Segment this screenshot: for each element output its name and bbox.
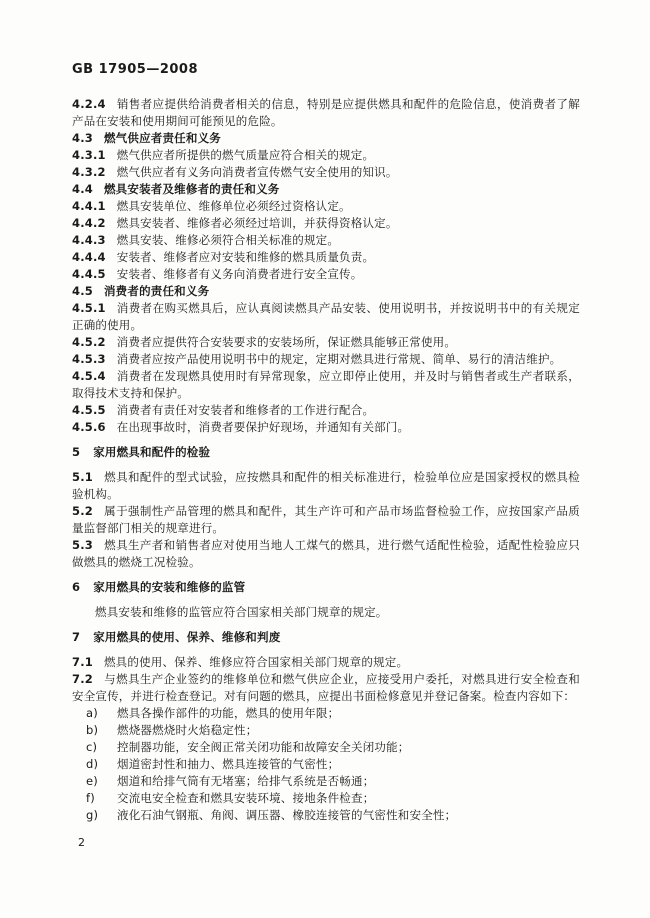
clause-text: 消费者的责任和义务 — [103, 284, 210, 298]
clause-text: 燃具安装和维修的监管应符合国家相关部门规章的规定。 — [95, 605, 388, 619]
clause-number: 7 — [72, 630, 81, 644]
clause-number: 4.3 — [72, 131, 93, 145]
clause-paragraph — [72, 368, 580, 402]
clause-text: 燃具安装单位、维修单位必须经过资格认定。 — [116, 199, 351, 213]
clause-heading — [72, 283, 580, 300]
list-item-text: 燃烧器燃烧时火焰稳定性； — [117, 723, 258, 737]
clause-text: 燃气供应者责任和义务 — [103, 131, 221, 145]
list-item-label: d) — [86, 757, 99, 771]
list-item-text: 交流电安全检查和燃具安装环境、接地条件检查； — [117, 791, 375, 805]
clause-number: 7.2 — [72, 672, 93, 686]
list-item-text: 烟道和给排气筒有无堵塞；给排气系统是否畅通； — [117, 774, 375, 788]
clause-number: 5 — [72, 445, 81, 459]
clause-text: 销售者应提供给消费者相关的信息，特别是应提供燃具和配件的危险信息，使消费者了解产品在安装和使用期间可能预见的危险。 — [72, 97, 580, 128]
clause-number: 4.5.2 — [72, 335, 106, 349]
list-item — [86, 807, 580, 824]
clause-number: 4.4.5 — [72, 267, 106, 281]
list-item — [86, 756, 580, 773]
clause-paragraph — [72, 232, 580, 249]
standard-number: GB 17905—2008 — [72, 62, 199, 77]
clause-number: 6 — [72, 580, 81, 594]
list-item-text: 液化石油气钢瓶、角阀、调压器、橡胶连接管的气密性和安全性； — [117, 808, 457, 822]
clause-paragraph — [72, 537, 580, 571]
body-paragraph — [72, 604, 580, 621]
list-item-label: c) — [86, 740, 98, 754]
clause-text: 燃气供应者有义务向消费者宣传燃气安全使用的知识。 — [116, 165, 398, 179]
list-item-text: 燃具各操作部件的功能，燃具的使用年限； — [117, 706, 340, 720]
clause-text: 消费者应提供符合安装要求的安装场所，保证燃具能够正常使用。 — [116, 335, 457, 349]
clause-number: 4.4.1 — [72, 199, 106, 213]
document-body — [72, 96, 580, 824]
clause-text: 燃具安装者、维修者必须经过培训，并获得资格认定。 — [116, 216, 398, 230]
clause-heading — [72, 130, 580, 147]
list-item — [86, 705, 580, 722]
list-item-text: 烟道密封性和抽力、燃具连接管的气密性； — [117, 757, 340, 771]
clause-paragraph — [72, 300, 580, 334]
clause-paragraph — [72, 469, 580, 503]
clause-text: 燃气供应者所提供的燃气质量应符合相关的规定。 — [116, 148, 375, 162]
clause-text: 安装者、维修者有义务向消费者进行安全宣传。 — [116, 267, 363, 281]
clause-paragraph — [72, 96, 580, 130]
clause-number: 5.3 — [72, 538, 93, 552]
list-item-label: a) — [86, 706, 98, 720]
clause-text: 属于强制性产品管理的燃具和配件，其生产许可和产品市场监督检验工作，应按国家产品质量监督部门相关的规章进行。 — [72, 504, 580, 535]
section-heading — [72, 579, 580, 596]
list-item-text: 控制器功能，安全阀正常关闭功能和故障安全关闭功能； — [117, 740, 410, 754]
clause-paragraph — [72, 654, 580, 671]
clause-text: 燃具生产者和销售者应对使用当地人工煤气的燃具，进行燃气适配性检验，适配性检验应只做燃具的燃烧工况检验。 — [72, 538, 580, 569]
clause-paragraph — [72, 419, 580, 436]
list-item — [86, 790, 580, 807]
clause-paragraph — [72, 215, 580, 232]
clause-number: 7.1 — [72, 655, 93, 669]
clause-number: 5.1 — [72, 470, 93, 484]
section-heading — [72, 444, 580, 461]
clause-number: 5.2 — [72, 504, 93, 518]
clause-number: 4.4.2 — [72, 216, 106, 230]
clause-paragraph — [72, 266, 580, 283]
section-heading — [72, 629, 580, 646]
clause-number: 4.5.4 — [72, 369, 106, 383]
clause-number: 4.4.3 — [72, 233, 106, 247]
clause-paragraph — [72, 164, 580, 181]
clause-paragraph — [72, 402, 580, 419]
clause-text: 燃具安装、维修必须符合相关标准的规定。 — [116, 233, 340, 247]
clause-number: 4.5.3 — [72, 352, 106, 366]
clause-paragraph — [72, 334, 580, 351]
clause-text: 燃具的使用、保养、维修应符合国家相关部门规章的规定。 — [103, 655, 409, 669]
clause-number: 4.2.4 — [72, 97, 106, 111]
clause-heading — [72, 181, 580, 198]
list-item-label: f) — [86, 791, 95, 805]
clause-number: 4.4.4 — [72, 250, 106, 264]
page-number: 2 — [78, 836, 85, 849]
clause-paragraph — [72, 147, 580, 164]
clause-text: 消费者应按产品使用说明书中的规定，定期对燃具进行常规、简单、易行的清洁维护。 — [116, 352, 562, 366]
clause-number: 4.5.5 — [72, 403, 106, 417]
clause-paragraph — [72, 351, 580, 368]
clause-text: 燃具和配件的型式试验，应按燃具和配件的相关标准进行，检验单位应是国家授权的燃具检验机构。 — [72, 470, 580, 501]
clause-number: 4.5.1 — [72, 301, 106, 315]
clause-number: 4.5 — [72, 284, 93, 298]
clause-text: 安装者、维修者应对安装和维修的燃具质量负责。 — [116, 250, 375, 264]
clause-text: 在出现事故时，消费者要保护好现场，并通知有关部门。 — [116, 420, 410, 434]
list-item — [86, 773, 580, 790]
clause-text: 消费者在发现燃具使用时有异常现象，应立即停止使用，并及时与销售者或生产者联系，取得技术支持和保护。 — [72, 369, 580, 400]
list-item — [86, 722, 580, 739]
clause-text: 燃具安装者及维修者的责任和义务 — [103, 182, 280, 196]
clause-text: 消费者在购买燃具后，应认真阅读燃具产品安装、使用说明书，并按说明书中的有关规定正确的使用。 — [72, 301, 580, 332]
list-item-label: e) — [86, 774, 98, 788]
clause-paragraph — [72, 249, 580, 266]
clause-paragraph — [72, 198, 580, 215]
clause-text: 家用燃具的安装和维修的监管 — [93, 580, 246, 594]
clause-number: 4.3.1 — [72, 148, 106, 162]
clause-number: 4.5.6 — [72, 420, 106, 434]
clause-number: 4.4 — [72, 182, 93, 196]
clause-paragraph — [72, 671, 580, 705]
clause-text: 与燃具生产企业签约的维修单位和燃气供应企业，应接受用户委托，对燃具进行安全检查和安全宣传，并进行检查登记。对有问题的燃具，应提出书面检修意见并登记备案。检查内容如下： — [72, 672, 580, 703]
clause-text: 消费者有责任对安装者和维修者的工作进行配合。 — [116, 403, 375, 417]
clause-number: 4.3.2 — [72, 165, 106, 179]
list-item-label: g) — [86, 808, 99, 822]
clause-text: 家用燃具和配件的检验 — [93, 445, 211, 459]
list-item-label: b) — [86, 723, 99, 737]
clause-text: 家用燃具的使用、保养、维修和判废 — [93, 630, 281, 644]
list-item — [86, 739, 580, 756]
clause-paragraph — [72, 503, 580, 537]
